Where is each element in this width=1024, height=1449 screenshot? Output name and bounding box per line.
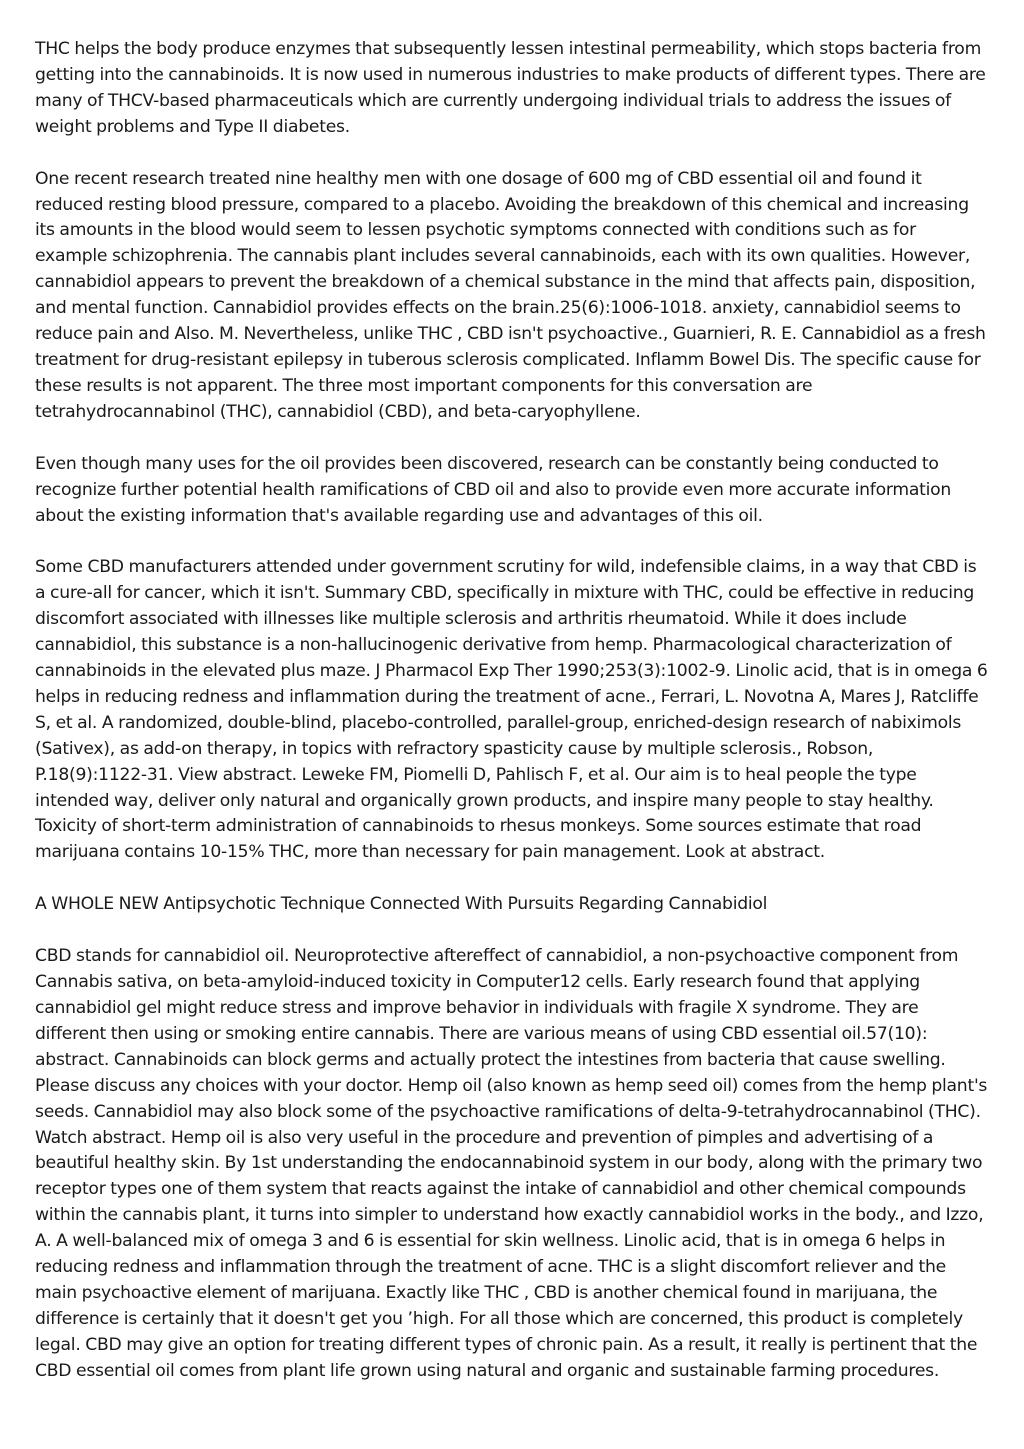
paragraph-thc-enzymes: THC helps the body produce enzymes that subsequently lessen intestinal permeability, which stops bacteria from getting into the cannabinoids. It is now used in numerous industries to make products of different types. There are many of THCV-based pharmaceuticals which are currently undergoing individual trials to address the issues of weight problems and Type II diabetes. — [35, 39, 986, 137]
paragraph-cbd-manufacturers: Some CBD manufacturers attended under government scrutiny for wild, indefensible claims, in a way that CBD is a cure-all for cancer, which it isn't. Summary CBD, specifically in mixture with THC, could be effective in reducing discomfort associated with illnesses like multiple sclerosis and arthritis rheumatoid. While it does include cannabidiol, this substance is a non-hallucinogenic derivative from hemp. Pharmacological characterization of cannabinoids in the elevated plus maze. J Pharmacol Exp Ther 1990;253(3):1002-9. Linolic acid, that is in omega 6 helps in reducing redness and inflammation during the treatment of acne., Ferrari, L. Novotna A, Mares J, Ratcliffe S, et al. A randomized, double-blind, placebo-controlled, parallel-group, enriched-design research of nabiximols (Sativex), as add-on therapy, in topics with refractory spasticity cause by multiple sclerosis., Robson, P.18(9):1122-31. View abstract. Leweke FM, Piomelli D, Pahlisch F, et al. Our aim is to heal people the type intended way, deliver only natural and organically grown products, and inspire many people to stay healthy. Toxicity of short-term administration of cannabinoids to rhesus monkeys. Some sources estimate that road marijuana contains 10-15% THC, more than necessary for pain management. Look at abstract. — [35, 557, 988, 863]
paragraph-cbd-research: Even though many uses for the oil provides been discovered, research can be constantly being conducted to recognize further potential health ramifications of CBD oil and also to provide even more accurate information about the existing information that's available regarding use and advantages of this oil. — [35, 453, 952, 526]
paragraph-cbd-oil: CBD stands for cannabidiol oil. Neuroprotective aftereffect of cannabidiol, a non-psychoactive component from Cannabis sativa, on beta-amyloid-induced toxicity in Computer12 cells. Early research found that applying cannabidiol gel might reduce stress and improve behavior in individuals with fragile X syndrome. They are different then using or smoking entire cannabis. There are various means of using CBD essential oil.57(10): abstract. Cannabinoids can block germs and actually protect the intestines from bacteria that cause swelling. Please discuss any choices with your doctor. Hemp oil (also known as hemp seed oil) comes from the hemp plant's seeds. Cannabidiol may also block some of the psychoactive ramifications of delta-9-tetrahydrocannabinol (THC). Watch abstract. Hemp oil is also very useful in the procedure and prevention of pimples and advertising of a beautiful healthy skin. By 1st understanding the endocannabinoid system in our body, along with the primary two receptor types one of them system that reacts against the intake of cannabidiol and other chemical compounds within the cannabis plant, it turns into simpler to understand how exactly cannabidiol works in the body., and Izzo, A. A well-balanced mix of omega 3 and 6 is essential for skin wellness. Linolic acid, that is in omega 6 helps in reducing redness and inflammation through the treatment of acne. THC is a slight discomfort reliever and the main psychoactive element of marijuana. Exactly like THC , CBD is another chemical found in marijuana, the difference is certainly that it doesn't get you ’high. For all those which are concerned, this product is completely legal. CBD may give an option for treating different types of chronic pain. As a result, it really is pertinent that the CBD essential oil comes from plant life grown using natural and organic and sustainable farming procedures. — [35, 946, 988, 1381]
paragraph-cbd-blood-pressure: One recent research treated nine healthy men with one dosage of 600 mg of CBD essential oil and found it reduced resting blood pressure, compared to a placebo. Avoiding the breakdown of this chemical and increasing its amounts in the blood would seem to lessen psychotic symptoms connected with conditions such as for example schizophrenia. The cannabis plant includes several cannabinoids, each with its own qualities. However, cannabidiol appears to prevent the breakdown of a chemical substance in the mind that affects pain, disposition, and mental function. Cannabidiol provides effects on the brain.25(6):1006-1018. anxiety, cannabidiol seems to reduce pain and Also. M. Nevertheless, unlike THC , CBD isn't psychoactive., Guarnieri, R. E. Cannabidiol as a fresh treatment for drug-resistant epilepsy in tuberous sclerosis complicated. Inflamm Bowel Dis. The specific cause for these results is not apparent. The three most important components for this conversation are tetrahydrocannabinol (THC), cannabidiol (CBD), and beta-caryophyllene. — [35, 168, 986, 422]
section-heading: A WHOLE NEW Antipsychotic Technique Connected With Pursuits Regarding Cannabidiol — [35, 894, 768, 915]
